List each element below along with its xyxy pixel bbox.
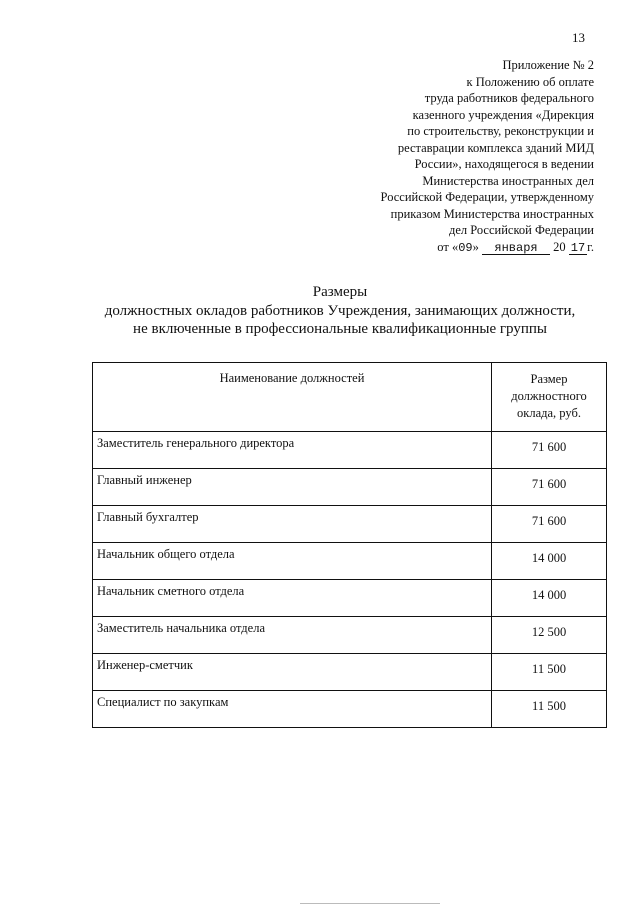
amount-cell: 71 600 (492, 432, 607, 469)
appendix-line: казенного учреждения «Дирекция (412, 107, 594, 122)
document-title (60, 283, 620, 339)
title-line-3: не включенные в профессиональные квалификационные группы (133, 321, 547, 337)
position-cell: Начальник общего отдела (93, 543, 492, 580)
appendix-line: дел Российской Федерации (448, 223, 594, 237)
header-amount-line: оклада, руб. (517, 406, 581, 420)
header-amount-line: Размер (530, 372, 568, 386)
date-prefix: от « (437, 239, 459, 254)
table-row (93, 691, 607, 728)
header-amount (492, 363, 607, 432)
amount-cell: 11 500 (492, 691, 607, 728)
date-day-close: » (472, 239, 479, 254)
appendix-line: Российской Федерации, утвержденному (380, 190, 594, 204)
table-row (93, 469, 607, 506)
position-cell: Заместитель генерального директора (93, 432, 492, 469)
salary-table (92, 362, 607, 728)
date-month: января (482, 242, 550, 255)
table-header-row (93, 363, 607, 432)
date-year-prefix: 20 (553, 239, 566, 254)
scan-edge-line (300, 903, 440, 904)
table-row (93, 617, 607, 654)
appendix-line: по строительству, реконструкции и (407, 124, 594, 138)
appendix-line: труда работников федерального (424, 91, 594, 105)
title-line-2: должностных окладов работников Учреждения, занимающих должности, (104, 302, 576, 319)
page-number: 13 (572, 30, 585, 45)
amount-cell: 71 600 (492, 506, 607, 543)
appendix-line: России», находящегося в ведении (414, 157, 594, 171)
date-suffix: г. (587, 239, 594, 254)
title-line-1: Размеры (312, 284, 368, 300)
position-cell: Главный бухгалтер (93, 506, 492, 543)
position-cell: Главный инженер (93, 469, 492, 506)
position-cell: Заместитель начальника отдела (93, 617, 492, 654)
approval-date (294, 239, 594, 257)
appendix-line: реставрации комплекса зданий МИД (397, 140, 594, 155)
header-position: Наименование должностей (93, 363, 492, 432)
date-year-suffix: 17 (570, 240, 586, 255)
appendix-header (294, 57, 594, 256)
position-cell: Специалист по закупкам (93, 691, 492, 728)
amount-cell: 14 000 (492, 580, 607, 617)
table-row (93, 654, 607, 691)
position-cell: Начальник сметного отдела (93, 580, 492, 617)
amount-cell: 11 500 (492, 654, 607, 691)
table-row (93, 432, 607, 469)
amount-cell: 14 000 (492, 543, 607, 580)
table-row (93, 580, 607, 617)
header-amount-line: должностного (511, 389, 587, 403)
appendix-line: Приложение № 2 (502, 58, 594, 72)
appendix-line: к Положению об оплате (466, 74, 594, 89)
date-day: 09 (458, 240, 473, 255)
amount-cell: 71 600 (492, 469, 607, 506)
appendix-line: Министерства иностранных дел (422, 173, 594, 188)
amount-cell: 12 500 (492, 617, 607, 654)
table-row (93, 543, 607, 580)
appendix-line: приказом Министерства иностранных (390, 206, 594, 221)
table-row (93, 506, 607, 543)
position-cell: Инженер-сметчик (93, 654, 492, 691)
